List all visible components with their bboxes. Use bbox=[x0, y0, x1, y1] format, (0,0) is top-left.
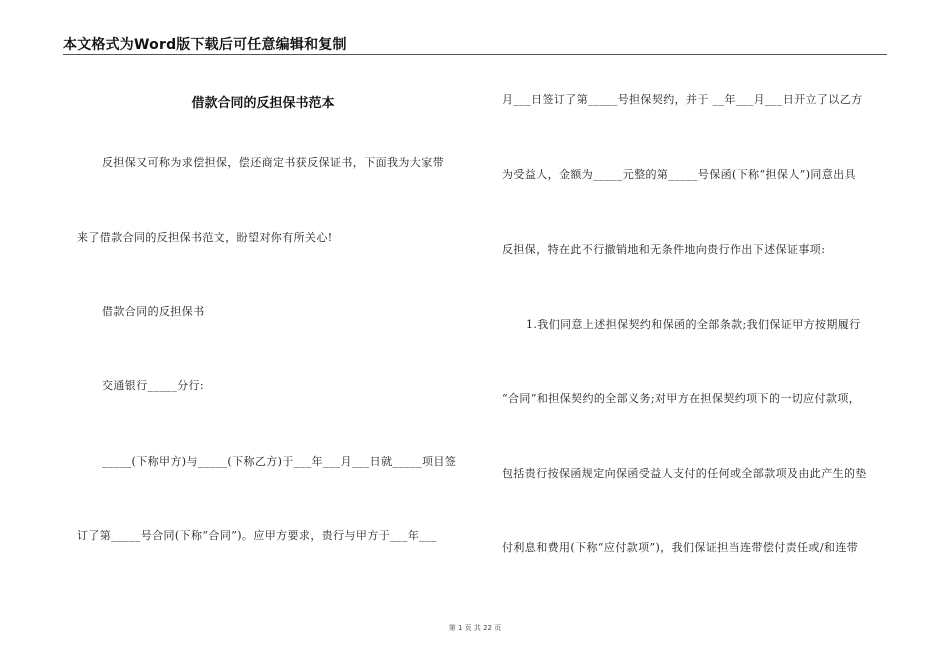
document-title: 借款合同的反担保书范本 bbox=[191, 96, 335, 111]
right-line-3: 反担保，特在此不行撤销地和无条件地向贵行作出下述保证事项: bbox=[502, 243, 826, 256]
right-line-2: 为受益人，金额为_____元整的第_____号保函(下称“担保人”)同意出具 bbox=[502, 168, 857, 181]
left-line-6: 订了第_____号合同(下称“合同”)。应甲方要求，贵行与甲方于___年___ bbox=[77, 529, 437, 542]
right-line-7: 付利息和费用(下称“应付款项”)，我们保证担当连带偿付责任或/和连带 bbox=[502, 541, 859, 554]
right-line-4: 1.我们同意上述担保契约和保函的全部条款;我们保证甲方按期履行 bbox=[526, 318, 861, 331]
left-line-5: _____(下称甲方)与_____(下称乙方)于___年___月___日就_____项目签 bbox=[102, 455, 457, 468]
header-text: 本文格式为Word版下载后可任意编辑和复制 bbox=[63, 37, 347, 53]
left-line-3: 借款合同的反担保书 bbox=[102, 305, 205, 318]
right-line-1: 月___日签订了第_____号担保契约，并于 __年___月___日开立了以乙方 bbox=[502, 93, 863, 106]
left-line-4: 交通银行_____分行: bbox=[102, 379, 205, 392]
page-footer: 第 1 页 共 22 页 bbox=[448, 624, 502, 632]
right-line-5: “合同”和担保契约的全部义务;对甲方在担保契约项下的一切应付款项， bbox=[502, 392, 861, 405]
page-header bbox=[63, 34, 887, 55]
left-line-2: 来了借款合同的反担保书范文，盼望对你有所关心! bbox=[77, 231, 333, 244]
left-line-1: 反担保又可称为求偿担保，偿还商定书获反保证书，下面我为大家带 bbox=[102, 156, 444, 169]
right-line-6: 包括贵行按保函规定向保函受益人支付的任何或全部款项及由此产生的垫 bbox=[502, 467, 867, 480]
